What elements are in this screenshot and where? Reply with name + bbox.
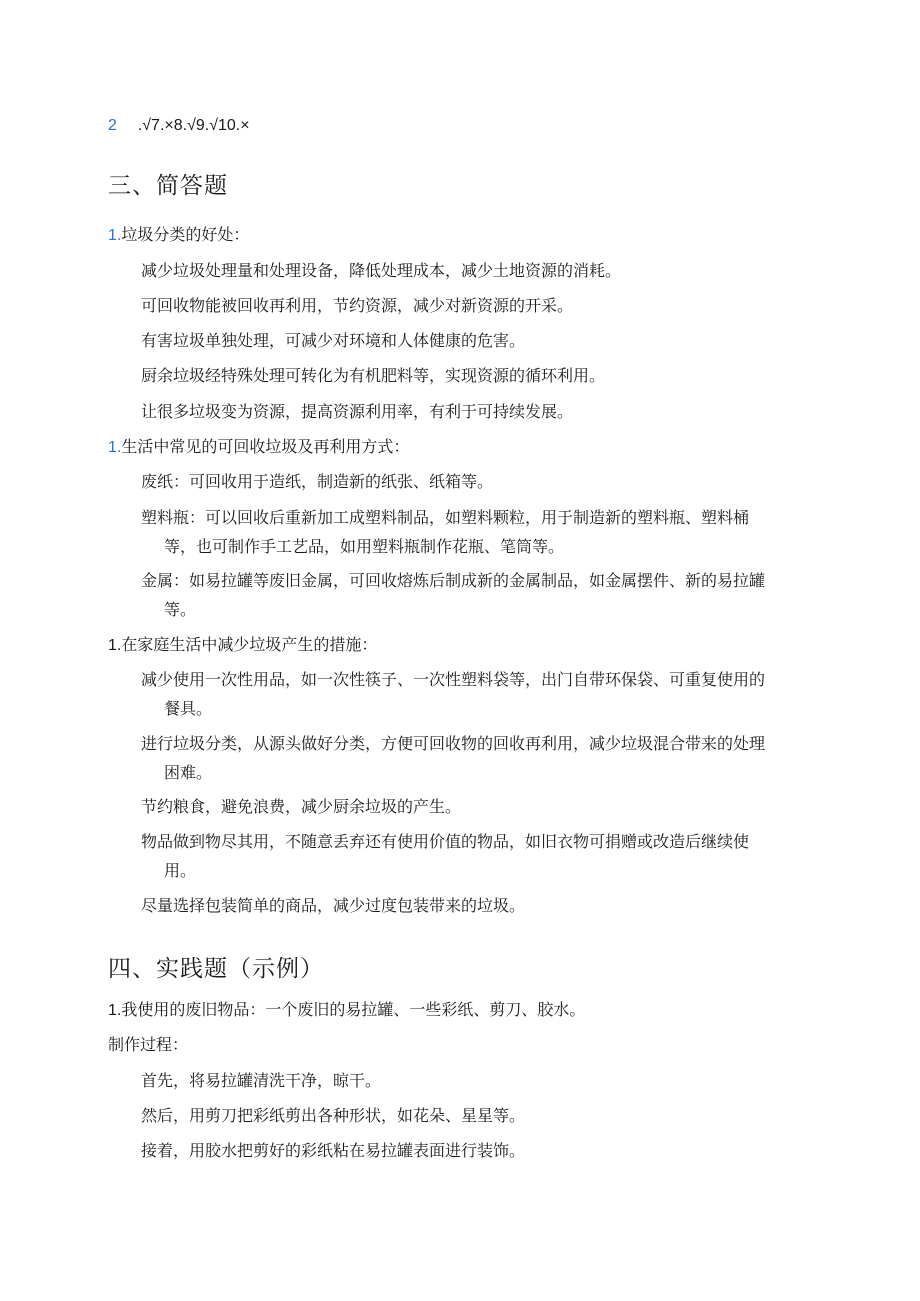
q1-item: 让很多垃圾变为资源，提高资源利用率，有利于可持续发展。 bbox=[141, 402, 574, 421]
q3-item-continued: 困难。 bbox=[164, 763, 213, 782]
q1-item: 厨余垃圾经特殊处理可转化为有机肥料等，实现资源的循环利用。 bbox=[141, 366, 606, 385]
process-step: 首先，将易拉罐清洗干净，晾干。 bbox=[141, 1071, 382, 1090]
process-label: 制作过程： bbox=[108, 1035, 189, 1054]
section3-q3 bbox=[108, 635, 377, 656]
q3-title: 在家庭生活中减少垃圾产生的措施： bbox=[121, 635, 378, 654]
section4-q1 bbox=[108, 1000, 585, 1021]
q3-item-continued: 餐具。 bbox=[164, 699, 213, 718]
q3-item: 进行垃圾分类，从源头做好分类，方便可回收物的回收再利用，减少垃圾混合带来的处理 bbox=[141, 734, 766, 753]
answers-text: .√7.×8.√9.√10.× bbox=[137, 117, 250, 134]
answers-line bbox=[108, 116, 250, 136]
q3-item: 节约粮食，避免浪费，减少厨余垃圾的产生。 bbox=[141, 797, 462, 816]
q3-item-continued: 用。 bbox=[164, 861, 197, 880]
process-step: 接着，用胶水把剪好的彩纸粘在易拉罐表面进行装饰。 bbox=[141, 1141, 526, 1160]
q2-item-continued: 等。 bbox=[164, 600, 197, 619]
q2-number: 1. bbox=[108, 439, 122, 456]
q1-item: 可回收物能被回收再利用，节约资源，减少对新资源的开采。 bbox=[141, 296, 574, 315]
q2-item-continued: 等，也可制作手工艺品，如用塑料瓶制作花瓶、笔筒等。 bbox=[164, 537, 565, 556]
s4-q1-text: 我使用的废旧物品：一个废旧的易拉罐、一些彩纸、剪刀、胶水。 bbox=[121, 1000, 586, 1019]
section3-q1 bbox=[108, 225, 249, 246]
q2-item: 金属：如易拉罐等废旧金属，可回收熔炼后制成新的金属制品，如金属摆件、新的易拉罐 bbox=[141, 571, 766, 590]
section3-q2 bbox=[108, 437, 409, 458]
q3-number: 1. bbox=[108, 637, 122, 654]
answers-number: 2 bbox=[108, 117, 117, 134]
section4-title: 四、实践题（示例） bbox=[108, 956, 324, 982]
q1-item: 有害垃圾单独处理，可减少对环境和人体健康的危害。 bbox=[141, 331, 526, 350]
process-step: 然后，用剪刀把彩纸剪出各种形状，如花朵、星星等。 bbox=[141, 1106, 526, 1125]
q1-title: 垃圾分类的好处： bbox=[121, 225, 250, 244]
q3-item: 尽量选择包装简单的商品，减少过度包装带来的垃圾。 bbox=[141, 896, 526, 915]
q2-item: 废纸：可回收用于造纸，制造新的纸张、纸箱等。 bbox=[141, 472, 494, 491]
q3-item: 减少使用一次性用品，如一次性筷子、一次性塑料袋等，出门自带环保袋、可重复使用的 bbox=[141, 670, 766, 689]
s4-q1-number: 1. bbox=[108, 1002, 122, 1019]
q1-number: 1. bbox=[108, 227, 122, 244]
q2-item: 塑料瓶：可以回收后重新加工成塑料制品，如塑料颗粒，用于制造新的塑料瓶、塑料桶 bbox=[141, 508, 750, 527]
q3-item: 物品做到物尽其用，不随意丢弃还有使用价值的物品，如旧衣物可捐赠或改造后继续使 bbox=[141, 832, 750, 851]
q2-title: 生活中常见的可回收垃圾及再利用方式： bbox=[121, 437, 410, 456]
section3-title: 三、简答题 bbox=[108, 173, 228, 199]
q1-item: 减少垃圾处理量和处理设备，降低处理成本，减少土地资源的消耗。 bbox=[141, 261, 622, 280]
